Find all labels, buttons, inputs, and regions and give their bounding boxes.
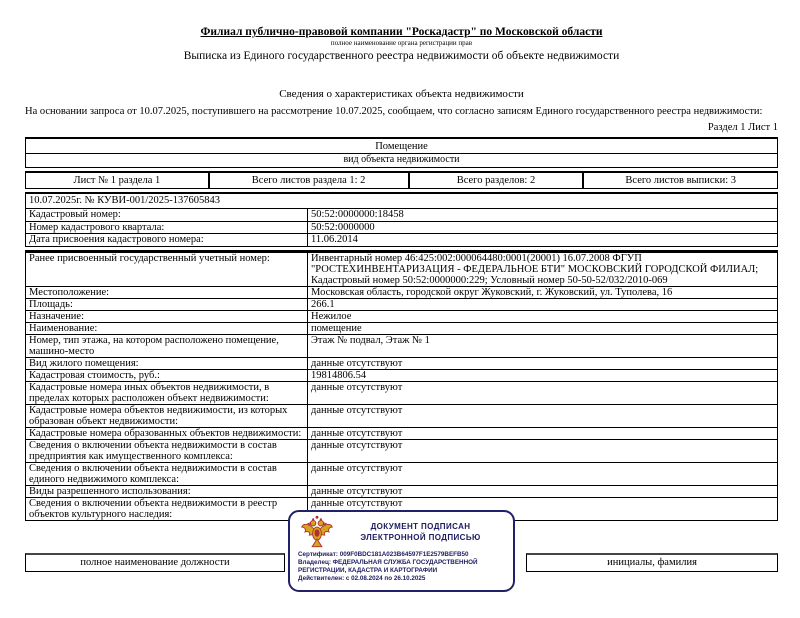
row-label: Номер кадастрового квартала:	[26, 222, 308, 234]
section-sheet-reference: Раздел 1 Лист 1	[707, 122, 778, 133]
object-type-value: Помещение	[375, 141, 428, 152]
sheet-info-cell: Лист № 1 раздела 1	[73, 175, 161, 186]
extract-number: 10.07.2025г. № КУВИ-001/2025-137605843	[29, 195, 220, 206]
table-row	[26, 381, 777, 404]
object-type-table	[25, 137, 778, 168]
stamp-owner-line1: Владелец: ФЕДЕРАЛЬНАЯ СЛУЖБА ГОСУДАРСТВЕННОЙ	[298, 559, 478, 566]
row-label: Ранее присвоенный государственный учетный номер:	[26, 253, 308, 286]
table-row	[26, 427, 777, 439]
table-row	[26, 252, 777, 286]
table-row	[26, 322, 777, 334]
registry-number-table	[25, 192, 778, 247]
coat-of-arms-icon	[298, 515, 336, 550]
position-name-cell: полное наименование должности	[25, 553, 285, 572]
row-value: Этаж № подвал, Этаж № 1	[311, 334, 430, 346]
row-value: данные отсутствуют	[311, 381, 403, 393]
row-value: Московская область, городской округ Жуковский, г. Жуковский, ул. Туполева, 16	[311, 286, 673, 298]
registry-rows	[26, 208, 777, 246]
row-label: Сведения о включении объекта недвижимости в состав единого недвижимого комплекса:	[26, 463, 308, 485]
table-row	[26, 439, 777, 462]
details-rows	[26, 252, 777, 520]
registration-authority-caption: полное наименование органа регистрации прав	[330, 39, 473, 47]
table-row	[26, 357, 777, 369]
row-label: Кадастровые номера образованных объектов недвижимости:	[26, 428, 308, 439]
object-type-caption: вид объекта недвижимости	[26, 153, 777, 167]
initials-surname-cell: инициалы, фамилия	[526, 553, 778, 572]
stamp-details	[298, 551, 505, 583]
document-content	[25, 26, 778, 521]
row-value: 50:52:0000000	[311, 221, 375, 233]
row-value: данные отсутствуют	[311, 439, 403, 451]
stamp-certificate: Сертификат: 009F0BDC181A023B64597F1E2579BEFB50	[298, 551, 469, 558]
row-value: помещение	[311, 322, 362, 334]
stamp-title	[336, 515, 505, 543]
table-row	[26, 462, 777, 485]
table-row	[26, 369, 777, 381]
table-row	[26, 404, 777, 427]
row-label: Наименование:	[26, 323, 308, 334]
table-row	[26, 233, 777, 246]
row-label: Кадастровые номера объектов недвижимости, из которых образован объект недвижимости:	[26, 405, 308, 427]
row-label: Кадастровый номер:	[26, 209, 308, 221]
sheet-info-cell: Всего листов выписки: 3	[582, 173, 777, 188]
table-row	[26, 298, 777, 310]
row-label: Сведения о включении объекта недвижимости в реестр объектов культурного наследия:	[26, 498, 308, 520]
row-label: Кадастровая стоимость, руб.:	[26, 370, 308, 381]
stamp-validity: Действителен: с 02.08.2024 по 26.10.2025	[298, 575, 426, 582]
table-row	[26, 334, 777, 357]
row-label: Кадастровые номера иных объектов недвижимости, в пределах которых расположен объект недвижимости:	[26, 382, 308, 404]
row-value: данные отсутствуют	[311, 427, 403, 439]
table-row	[26, 286, 777, 298]
table-row	[26, 485, 777, 497]
registration-authority-name: Филиал публично-правовой компании "Роскадастр" по Московской области	[200, 26, 603, 38]
table-row	[26, 310, 777, 322]
stamp-header	[298, 515, 505, 550]
row-label: Площадь:	[26, 299, 308, 310]
sheet-info-table	[25, 171, 778, 189]
row-value: данные отсутствуют	[311, 404, 403, 416]
stamp-owner-line2: РЕГИСТРАЦИИ, КАДАСТРА И КАРТОГРАФИИ	[298, 567, 438, 574]
digital-signature-stamp	[288, 510, 515, 592]
row-value: данные отсутствуют	[311, 485, 403, 497]
row-label: Назначение:	[26, 311, 308, 322]
row-value: Инвентарный номер 46:425:002:000064480:0001(20001) 16.07.2008 ФГУП "РОСТЕХИНВЕНТАРИЗАЦИЯ - ФЕДЕРАЛЬНОЕ БТИ" МОСКОВСКИЙ ГОРОДСКОЙ ФИЛИАЛ; Кадастровый номер 50:52:0000000:229; Условный номер 50-50-52/032/2010-069	[311, 252, 759, 286]
stamp-title-line1: ДОКУМЕНТ ПОДПИСАН	[370, 522, 471, 531]
row-value: 266.1	[311, 298, 335, 310]
sheet-info-cell: Всего листов раздела 1: 2	[208, 173, 408, 188]
sheet-info-cell: Всего разделов: 2	[408, 173, 583, 188]
row-label: Сведения о включении объекта недвижимости в состав предприятия как имущественного комплекса:	[26, 440, 308, 462]
table-row	[26, 208, 777, 221]
row-value: 11.06.2014	[311, 234, 358, 245]
row-value: данные отсутствуют	[311, 357, 403, 369]
row-value: данные отсутствуют	[311, 497, 403, 509]
row-label: Дата присвоения кадастрового номера:	[26, 234, 308, 246]
stamp-title-line2: ЭЛЕКТРОННОЙ ПОДПИСЬЮ	[360, 533, 481, 542]
document-title: Выписка из Единого государственного реестра недвижимости об объекте недвижимости	[183, 50, 620, 62]
row-value: данные отсутствуют	[311, 462, 403, 474]
section-title: Сведения о характеристиках объекта недвижимости	[279, 88, 524, 100]
table-row	[26, 221, 777, 234]
row-value: 50:52:0000000:18458	[311, 209, 404, 220]
row-value: 19814806.54	[311, 369, 367, 381]
request-statement: На основании запроса от 10.07.2025, поступившего на рассмотрение 10.07.2025, сообщаем, что согласно записям Единого государственного реестра недвижимости:	[25, 106, 763, 117]
row-label: Номер, тип этажа, на котором расположено помещение, машино-место	[26, 335, 308, 357]
row-label: Виды разрешенного использования:	[26, 486, 308, 497]
row-label: Вид жилого помещения:	[26, 358, 308, 369]
row-label: Местоположение:	[26, 287, 308, 298]
object-details-table	[25, 250, 778, 521]
row-value: Нежилое	[311, 310, 352, 322]
